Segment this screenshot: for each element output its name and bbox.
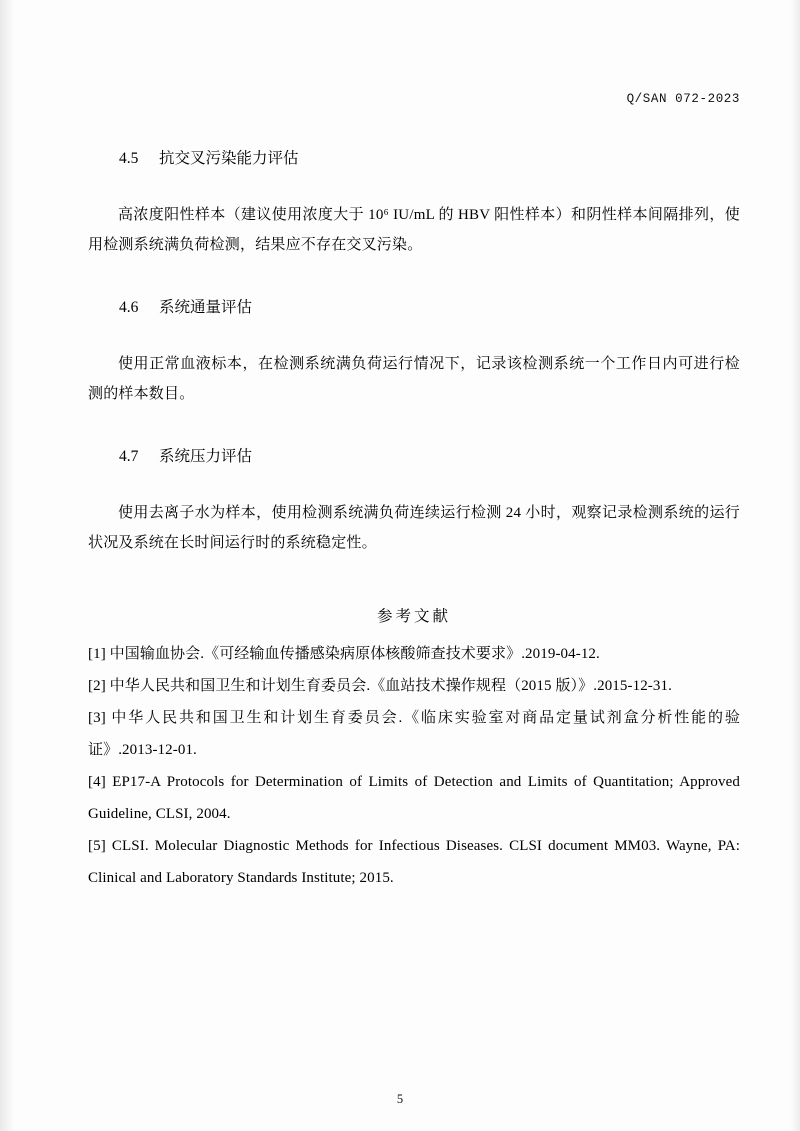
clause-4-6-number: 4.6: [119, 299, 139, 316]
document-standard-code: Q/SAN 072-2023: [626, 92, 740, 106]
clause-4-5-title: 抗交叉污染能力评估: [159, 150, 299, 167]
clause-4-7-heading: [88, 418, 740, 496]
clause-4-6-heading: [88, 269, 740, 347]
clause-4-7-title: 系统压力评估: [159, 448, 253, 465]
clause-4-7-paragraph: 使用去离子水为样本，使用检测系统满负荷连续运行检测 24 小时，观察记录检测系统的运行状况及系统在长时间运行时的系统稳定性。: [88, 505, 740, 551]
reference-item-1: [1] 中国输血协会.《可经输血传播感染病原体核酸筛查技术要求》.2019-04-12.: [88, 646, 600, 662]
page-number: 5: [396, 1092, 404, 1106]
clause-4-7-number: 4.7: [119, 448, 139, 465]
clause-4-5-heading: [88, 120, 740, 198]
clause-4-6: [88, 269, 740, 409]
clause-4-6-title: 系统通量评估: [159, 299, 253, 316]
reference-item-4: [4] EP17-A Protocols for Determination of Limits of Detection and Limits of Quantitation; Approved Guideline, CLSI, 2004.: [88, 774, 740, 822]
reference-item-5: [5] CLSI. Molecular Diagnostic Methods for Infectious Diseases. CLSI document MM03. Wayne, PA: Clinical and Laboratory Standards Institute; 2015.: [88, 838, 740, 886]
clause-4-7: [88, 418, 740, 558]
clause-4-5: [88, 120, 740, 260]
reference-item-2: [2] 中华人民共和国卫生和计划生育委员会.《血站技术操作规程（2015 版）》.2015-12-31.: [88, 678, 672, 694]
clause-4-5-number: 4.5: [119, 150, 139, 167]
clause-4-5-paragraph: 高浓度阳性样本（建议使用浓度大于 10⁶ IU/mL 的 HBV 阳性样本）和阴性样本间隔排列，使用检测系统满负荷检测，结果应不存在交叉污染。: [88, 207, 740, 253]
references-heading: 参考文献: [376, 608, 451, 625]
reference-item-3: [3] 中华人民共和国卫生和计划生育委员会.《临床实验室对商品定量试剂盒分析性能的验证》.2013-12-01.: [88, 710, 740, 758]
clause-4-6-paragraph: 使用正常血液标本，在检测系统满负荷运行情况下，记录该检测系统一个工作日内可进行检测的样本数目。: [88, 356, 740, 402]
page-content: [88, 92, 740, 894]
